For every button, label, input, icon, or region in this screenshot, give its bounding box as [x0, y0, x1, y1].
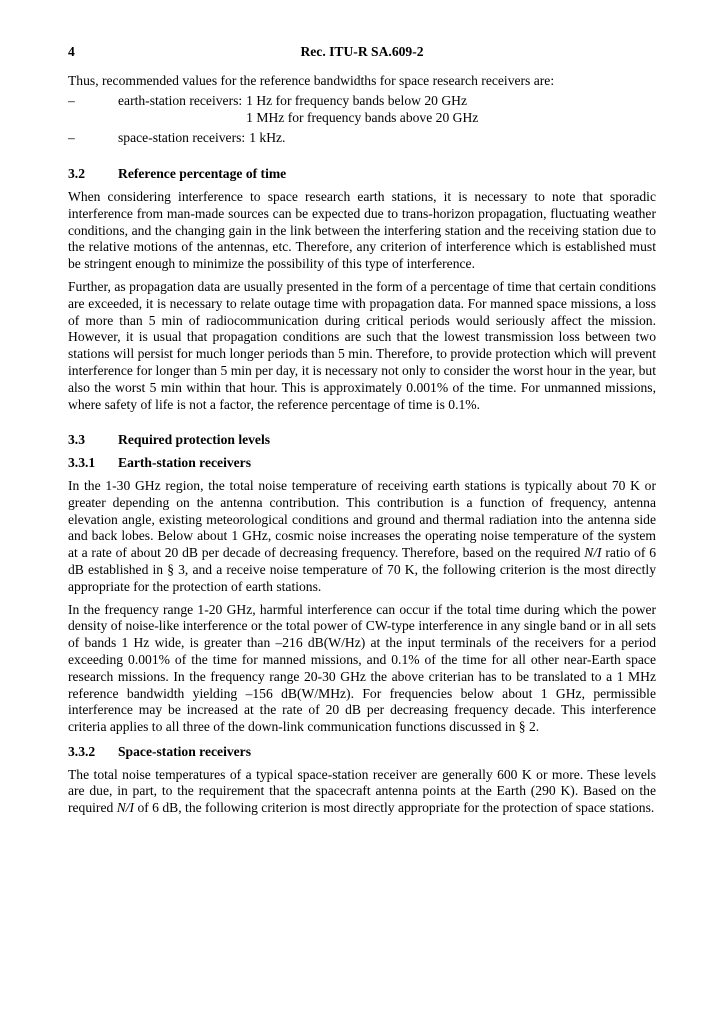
ni-ratio-term: N/I [116, 800, 135, 816]
section-heading-3-2 [68, 166, 656, 183]
section-title: Space-station receivers [118, 743, 252, 759]
recommendation-title: Rec. ITU-R SA.609-2 [300, 44, 424, 59]
list-value: 1 MHz for frequency bands above 20 GHz [246, 109, 479, 125]
list-label: earth-station receivers: [118, 92, 243, 108]
list-item-earth-station [68, 93, 656, 127]
paragraph [68, 478, 656, 596]
text-run: In the 1-30 GHz region, the total noise temperature of receiving earth stations is typically about 70 K or greater depending on the antenna contribution. This contribution is a function of frequency, antenna elevation angle, existing meteorological conditions and ground and thermal radiation into the antenna side and back lobes. Below about 1 GHz, cosmic noise increases the operating noise temperature of the system at a rate of about 20 dB per decade of decreasing frequency. Therefore, based on the required [68, 477, 656, 561]
list-values [242, 93, 656, 127]
section-number: 3.3 [68, 432, 85, 448]
paragraph: Further, as propagation data are usually presented in the form of a percentage of time that certain conditions are exceeded, it is necessary to relate outage time with propagation data. For manned space missions, a loss of more than 5 min of radiocommunication during critical periods would seriously affect the mission. However, it is usual that propagation conditions are such that the lowest transmission loss between two stations will persist for much longer periods than 5 min. Therefore, to provide protection which will prevent interference for longer than 5 min per day, it is necessary not only to consider the worst hour in the year, but also the worst 5 min within that hour. This is approximately 0.001% of the time. For unmanned missions, where safety of life is not a factor, the reference percentage of time is 0.1%. [68, 278, 656, 412]
bandwidth-list [68, 93, 656, 147]
paragraph: When considering interference to space research earth stations, it is necessary to note that sporadic interference from man-made sources can be expected due to trans-horizon propagation, fluctuating weather conditions, and the changing gain in the link between the interfering station and the receiving station due to the relative motions of the antennas, etc. Therefore, any criterion of interference which is established must be stringent enough to minimize the possibility of this type of interference. [68, 188, 656, 272]
section-heading-3-3-2 [68, 744, 656, 761]
section-heading-3-3-1 [68, 455, 656, 472]
page-header [68, 36, 656, 58]
text-run: The total noise temperatures of a typical space-station receiver are generally 600 K or more. These levels are due, in part, to the requirement that the spacecraft antenna points at the Earth (290 K). Based on the required [68, 766, 656, 816]
text-run: of 6 dB, the following criterion is most directly appropriate for the protection of space stations. [134, 800, 655, 816]
list-values [245, 130, 656, 147]
page-number: 4 [68, 44, 75, 59]
list-value: 1 kHz. [249, 130, 286, 146]
section-title: Reference percentage of time [118, 166, 287, 182]
section-title: Earth-station receivers [118, 455, 252, 471]
list-label: space-station receivers: [118, 130, 246, 146]
section-title: Required protection levels [118, 432, 271, 448]
intro-paragraph: Thus, recommended values for the reference bandwidths for space research receivers are: [68, 73, 555, 88]
section-heading-3-3 [68, 432, 656, 449]
text-run: ratio of 6 dB established in § 3, and a receive noise temperature of 70 K, the following criterion is the most directly appropriate for the protection of earth stations. [68, 545, 656, 594]
paragraph [68, 767, 656, 817]
list-dash: – [68, 130, 75, 146]
paragraph: In the frequency range 1-20 GHz, harmful interference can occur if the total time during which the power density of noise-like interference or the total power of CW-type interference in any single band or in all sets of bands 1 Hz wide, is greater than –216 dB(W/Hz) at the input terminals of the receivers for a period exceeding 0.001% of the time for manned missions, and 0.1% of the time for all other near-Earth space research missions. In the frequency range 20-30 GHz the above criterian has to be translated to a 1 MHz reference bandwidth yielding –156 dB(W/MHz). For frequencies below about 1 GHz, permissible interference may be increased at the rate of 20 dB per decreasing frequency decade. This interference criteria applies to all three of the down-link communication functions discussed in § 2. [68, 601, 656, 735]
ni-ratio-term: N/I [584, 545, 602, 561]
list-dash: – [68, 92, 75, 108]
section-number: 3.3.1 [68, 455, 96, 471]
list-item-space-station [68, 130, 656, 147]
section-number: 3.2 [68, 166, 85, 182]
list-value: 1 Hz for frequency bands below 20 GHz [246, 92, 467, 108]
section-number: 3.3.2 [68, 743, 96, 759]
